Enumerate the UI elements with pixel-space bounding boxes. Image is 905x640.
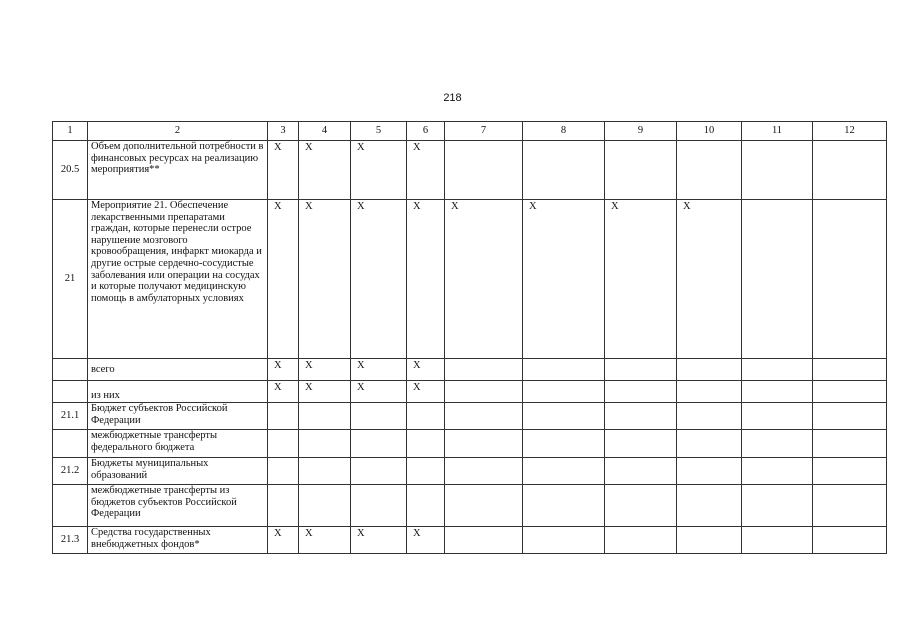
- row-number: 21.2: [53, 458, 88, 485]
- table-row: [53, 458, 887, 485]
- table-cell: [813, 485, 887, 527]
- table-cell: [445, 527, 523, 554]
- table-cell: [742, 200, 813, 359]
- table-cell: [605, 381, 677, 403]
- table-cell: [677, 485, 742, 527]
- table-cell: [299, 403, 351, 430]
- table-cell: [605, 458, 677, 485]
- column-header: 3: [268, 122, 299, 141]
- row-number: [53, 430, 88, 458]
- table-cell: [742, 527, 813, 554]
- table-cell: [445, 485, 523, 527]
- table-cell: [523, 141, 605, 200]
- column-header: 2: [88, 122, 268, 141]
- table-cell: [299, 430, 351, 458]
- table-cell: [742, 141, 813, 200]
- table-cell: X: [351, 200, 407, 359]
- table-cell: X: [445, 200, 523, 359]
- table-cell: [605, 527, 677, 554]
- table-cell: [677, 141, 742, 200]
- table-cell: [605, 359, 677, 381]
- table-cell: [813, 430, 887, 458]
- table-cell: [523, 403, 605, 430]
- column-header: 4: [299, 122, 351, 141]
- table-cell: [299, 485, 351, 527]
- column-header: 5: [351, 122, 407, 141]
- table-cell: [605, 403, 677, 430]
- row-name: Бюджеты муниципальных образований: [88, 458, 268, 485]
- table-cell: [407, 403, 445, 430]
- table-cell: X: [268, 141, 299, 200]
- table-cell: [813, 527, 887, 554]
- budget-table: [52, 121, 887, 554]
- table-cell: [351, 485, 407, 527]
- row-number: 21.3: [53, 527, 88, 554]
- table-cell: X: [523, 200, 605, 359]
- table-cell: [605, 485, 677, 527]
- table-cell: X: [407, 359, 445, 381]
- table-cell: X: [605, 200, 677, 359]
- table-cell: [351, 430, 407, 458]
- table-cell: [677, 381, 742, 403]
- table-cell: X: [351, 381, 407, 403]
- row-number: 21.1: [53, 403, 88, 430]
- page-number: 218: [443, 92, 462, 104]
- table-cell: [677, 527, 742, 554]
- table-cell: [299, 458, 351, 485]
- table-cell: [742, 485, 813, 527]
- column-header: 8: [523, 122, 605, 141]
- table-cell: X: [299, 527, 351, 554]
- table-cell: [407, 430, 445, 458]
- table-cell: [813, 200, 887, 359]
- table-row: [53, 430, 887, 458]
- table-cell: X: [407, 141, 445, 200]
- table-cell: [813, 359, 887, 381]
- table-cell: [268, 458, 299, 485]
- table-cell: X: [268, 527, 299, 554]
- table-cell: X: [351, 141, 407, 200]
- column-header: 11: [742, 122, 813, 141]
- column-header: 1: [53, 122, 88, 141]
- table-cell: X: [299, 200, 351, 359]
- row-name: межбюджетные трансферты из бюджетов субъектов Российской Федерации: [88, 485, 268, 527]
- table-cell: [523, 430, 605, 458]
- table-cell: X: [299, 381, 351, 403]
- table-cell: [742, 359, 813, 381]
- table-cell: X: [351, 359, 407, 381]
- row-name: всего: [88, 359, 268, 381]
- table-cell: X: [268, 381, 299, 403]
- table-cell: [523, 527, 605, 554]
- table-cell: X: [407, 381, 445, 403]
- table-cell: [677, 430, 742, 458]
- table-cell: [813, 381, 887, 403]
- table-cell: X: [677, 200, 742, 359]
- table-cell: X: [299, 359, 351, 381]
- table-row: [53, 359, 887, 381]
- table-cell: [605, 141, 677, 200]
- table-cell: [677, 403, 742, 430]
- table-cell: [523, 485, 605, 527]
- table-cell: X: [351, 527, 407, 554]
- row-name: Объем дополнительной потребности в финансовых ресурсах на реализацию мероприятия**: [88, 141, 268, 200]
- table-cell: [742, 403, 813, 430]
- table-cell: [268, 403, 299, 430]
- table-cell: [605, 430, 677, 458]
- row-number: 21: [53, 200, 88, 359]
- table-row: [53, 527, 887, 554]
- column-header: 10: [677, 122, 742, 141]
- column-header: 7: [445, 122, 523, 141]
- table-cell: [445, 403, 523, 430]
- table-cell: [351, 403, 407, 430]
- table-row: [53, 200, 887, 359]
- row-name: из них: [88, 381, 268, 403]
- table-cell: [445, 430, 523, 458]
- column-header: 9: [605, 122, 677, 141]
- table-cell: [742, 381, 813, 403]
- table-cell: [813, 403, 887, 430]
- table-cell: [445, 359, 523, 381]
- table-cell: X: [268, 359, 299, 381]
- row-number: [53, 485, 88, 527]
- table-cell: [677, 359, 742, 381]
- table-cell: [523, 359, 605, 381]
- row-name: Средства государственных внебюджетных фондов*: [88, 527, 268, 554]
- table-cell: [813, 141, 887, 200]
- table-row: [53, 381, 887, 403]
- table-header-row: [53, 122, 887, 141]
- table-cell: [523, 381, 605, 403]
- column-header: 6: [407, 122, 445, 141]
- table-cell: [742, 458, 813, 485]
- row-number: [53, 359, 88, 381]
- table-cell: X: [299, 141, 351, 200]
- row-name: Бюджет субъектов Российской Федерации: [88, 403, 268, 430]
- table-cell: [351, 458, 407, 485]
- table-row: [53, 141, 887, 200]
- table-cell: [813, 458, 887, 485]
- table-cell: [268, 485, 299, 527]
- table-cell: X: [268, 200, 299, 359]
- column-header: 12: [813, 122, 887, 141]
- row-name: Мероприятие 21. Обеспечение лекарственными препаратами граждан, которые перенесли острое нарушение мозгового кровообращения, инфаркт миокарда и другие острые сердечно-сосудистые заболевания или операции на сосудах и которые получают медицинскую помощь в амбулаторных условиях: [88, 200, 268, 359]
- table-cell: [445, 141, 523, 200]
- table-cell: X: [407, 527, 445, 554]
- table-cell: [407, 458, 445, 485]
- table-cell: [742, 430, 813, 458]
- table-cell: [677, 458, 742, 485]
- table-cell: [407, 485, 445, 527]
- table-cell: [268, 430, 299, 458]
- row-name: межбюджетные трансферты федерального бюджета: [88, 430, 268, 458]
- table-cell: [445, 458, 523, 485]
- table-row: [53, 403, 887, 430]
- table-cell: [445, 381, 523, 403]
- table-cell: X: [407, 200, 445, 359]
- table-row: [53, 485, 887, 527]
- row-number: 20.5: [53, 141, 88, 200]
- table-cell: [523, 458, 605, 485]
- row-number: [53, 381, 88, 403]
